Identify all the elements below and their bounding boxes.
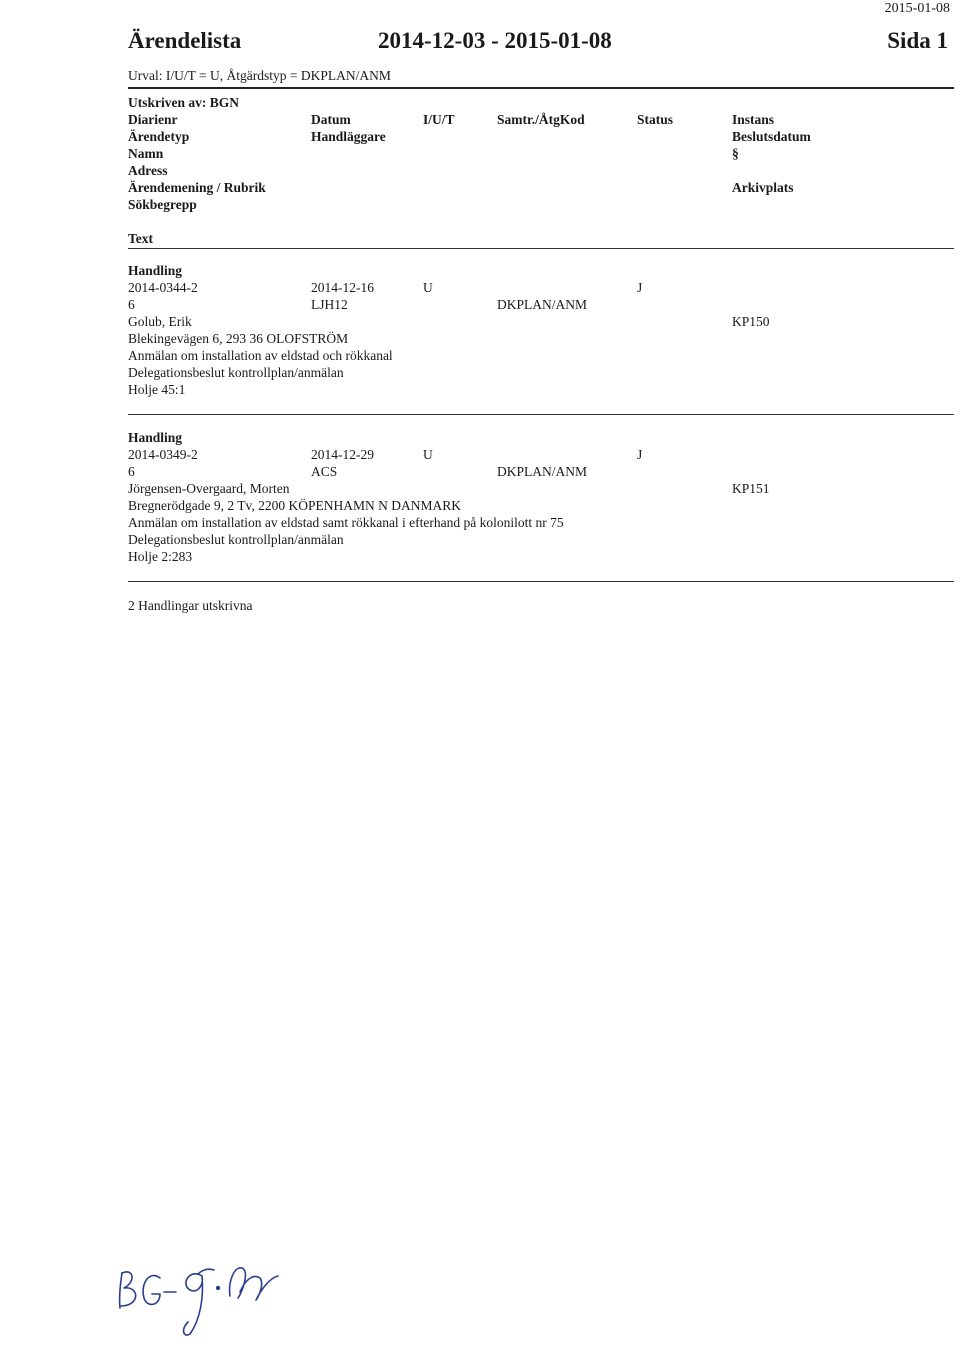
record-handlaggare: ACS [311, 464, 338, 479]
record-status: J [637, 280, 643, 295]
record-namn: Jörgensen-Overgaard, Morten [128, 481, 290, 496]
record-status: J [637, 447, 643, 462]
record-datum: 2014-12-16 [311, 280, 374, 295]
col-instans: Instans [732, 112, 775, 127]
record-diarienr: 2014-0344-2 [128, 280, 198, 295]
record-iut: U [423, 280, 433, 295]
record-heading: Handling [128, 263, 183, 278]
page-number: Sida 1 [887, 28, 948, 53]
col-arkivplats: Arkivplats [732, 180, 794, 195]
record-atgkod: DKPLAN/ANM [497, 464, 588, 479]
selection-criteria: Urval: I/U/T = U, Åtgärdstyp = DKPLAN/ANM [128, 68, 391, 83]
record-arendetyp: 6 [128, 464, 135, 479]
col-status: Status [637, 112, 674, 127]
record-datum: 2014-12-29 [311, 447, 374, 462]
col-rubrik: Ärendemening / Rubrik [128, 180, 266, 195]
col-beslutsdatum: Beslutsdatum [732, 129, 811, 144]
record-arkivplats: KP151 [732, 481, 770, 496]
col-arendetyp: Ärendetyp [128, 129, 190, 144]
record-sokbegrepp: Holje 45:1 [128, 382, 186, 397]
record-iut: U [423, 447, 433, 462]
record-sokbegrepp: Holje 2:283 [128, 549, 193, 564]
col-iut: I/U/T [423, 112, 455, 127]
print-date: 2015-01-08 [884, 1, 950, 16]
record-namn: Golub, Erik [128, 314, 192, 329]
record-atgkod: DKPLAN/ANM [497, 297, 588, 312]
record-rubrik: Anmälan om installation av eldstad samt rökkanal i efterhand på kolonilott nr 75 [128, 515, 564, 530]
col-adress: Adress [128, 163, 168, 178]
record-arkivplats: KP150 [732, 314, 770, 329]
col-diarienr: Diarienr [128, 112, 178, 127]
date-range: 2014-12-03 - 2015-01-08 [378, 28, 612, 53]
column-header-rule [128, 248, 954, 249]
record-arendetyp: 6 [128, 297, 135, 312]
col-handlaggare: Handläggare [311, 129, 386, 144]
record-divider [128, 414, 954, 415]
col-text: Text [128, 231, 154, 246]
record-adress: Blekingevägen 6, 293 36 OLOFSTRÖM [128, 331, 349, 346]
col-datum: Datum [311, 112, 351, 127]
col-namn: Namn [128, 146, 164, 161]
record-handlaggare: LJH12 [311, 297, 348, 312]
col-atgkod: Samtr./ÅtgKod [497, 112, 585, 127]
col-paragraf: § [732, 146, 739, 161]
record-diarienr: 2014-0349-2 [128, 447, 198, 462]
printed-by: Utskriven av: BGN [128, 95, 239, 110]
record-heading: Handling [128, 430, 183, 445]
record-rubrik: Anmälan om installation av eldstad och rökkanal [128, 348, 393, 363]
footer-count: 2 Handlingar utskrivna [128, 598, 253, 613]
handwritten-signature [110, 1248, 300, 1338]
record-adress: Bregnerödgade 9, 2 Tv, 2200 KÖPENHAMN N DANMARK [128, 498, 461, 513]
col-sokbegrepp: Sökbegrepp [128, 197, 197, 212]
record-beslut: Delegationsbeslut kontrollplan/anmälan [128, 532, 344, 547]
header-rule [128, 87, 954, 89]
record-beslut: Delegationsbeslut kontrollplan/anmälan [128, 365, 344, 380]
record-divider [128, 581, 954, 582]
page-title: Ärendelista [128, 28, 242, 53]
